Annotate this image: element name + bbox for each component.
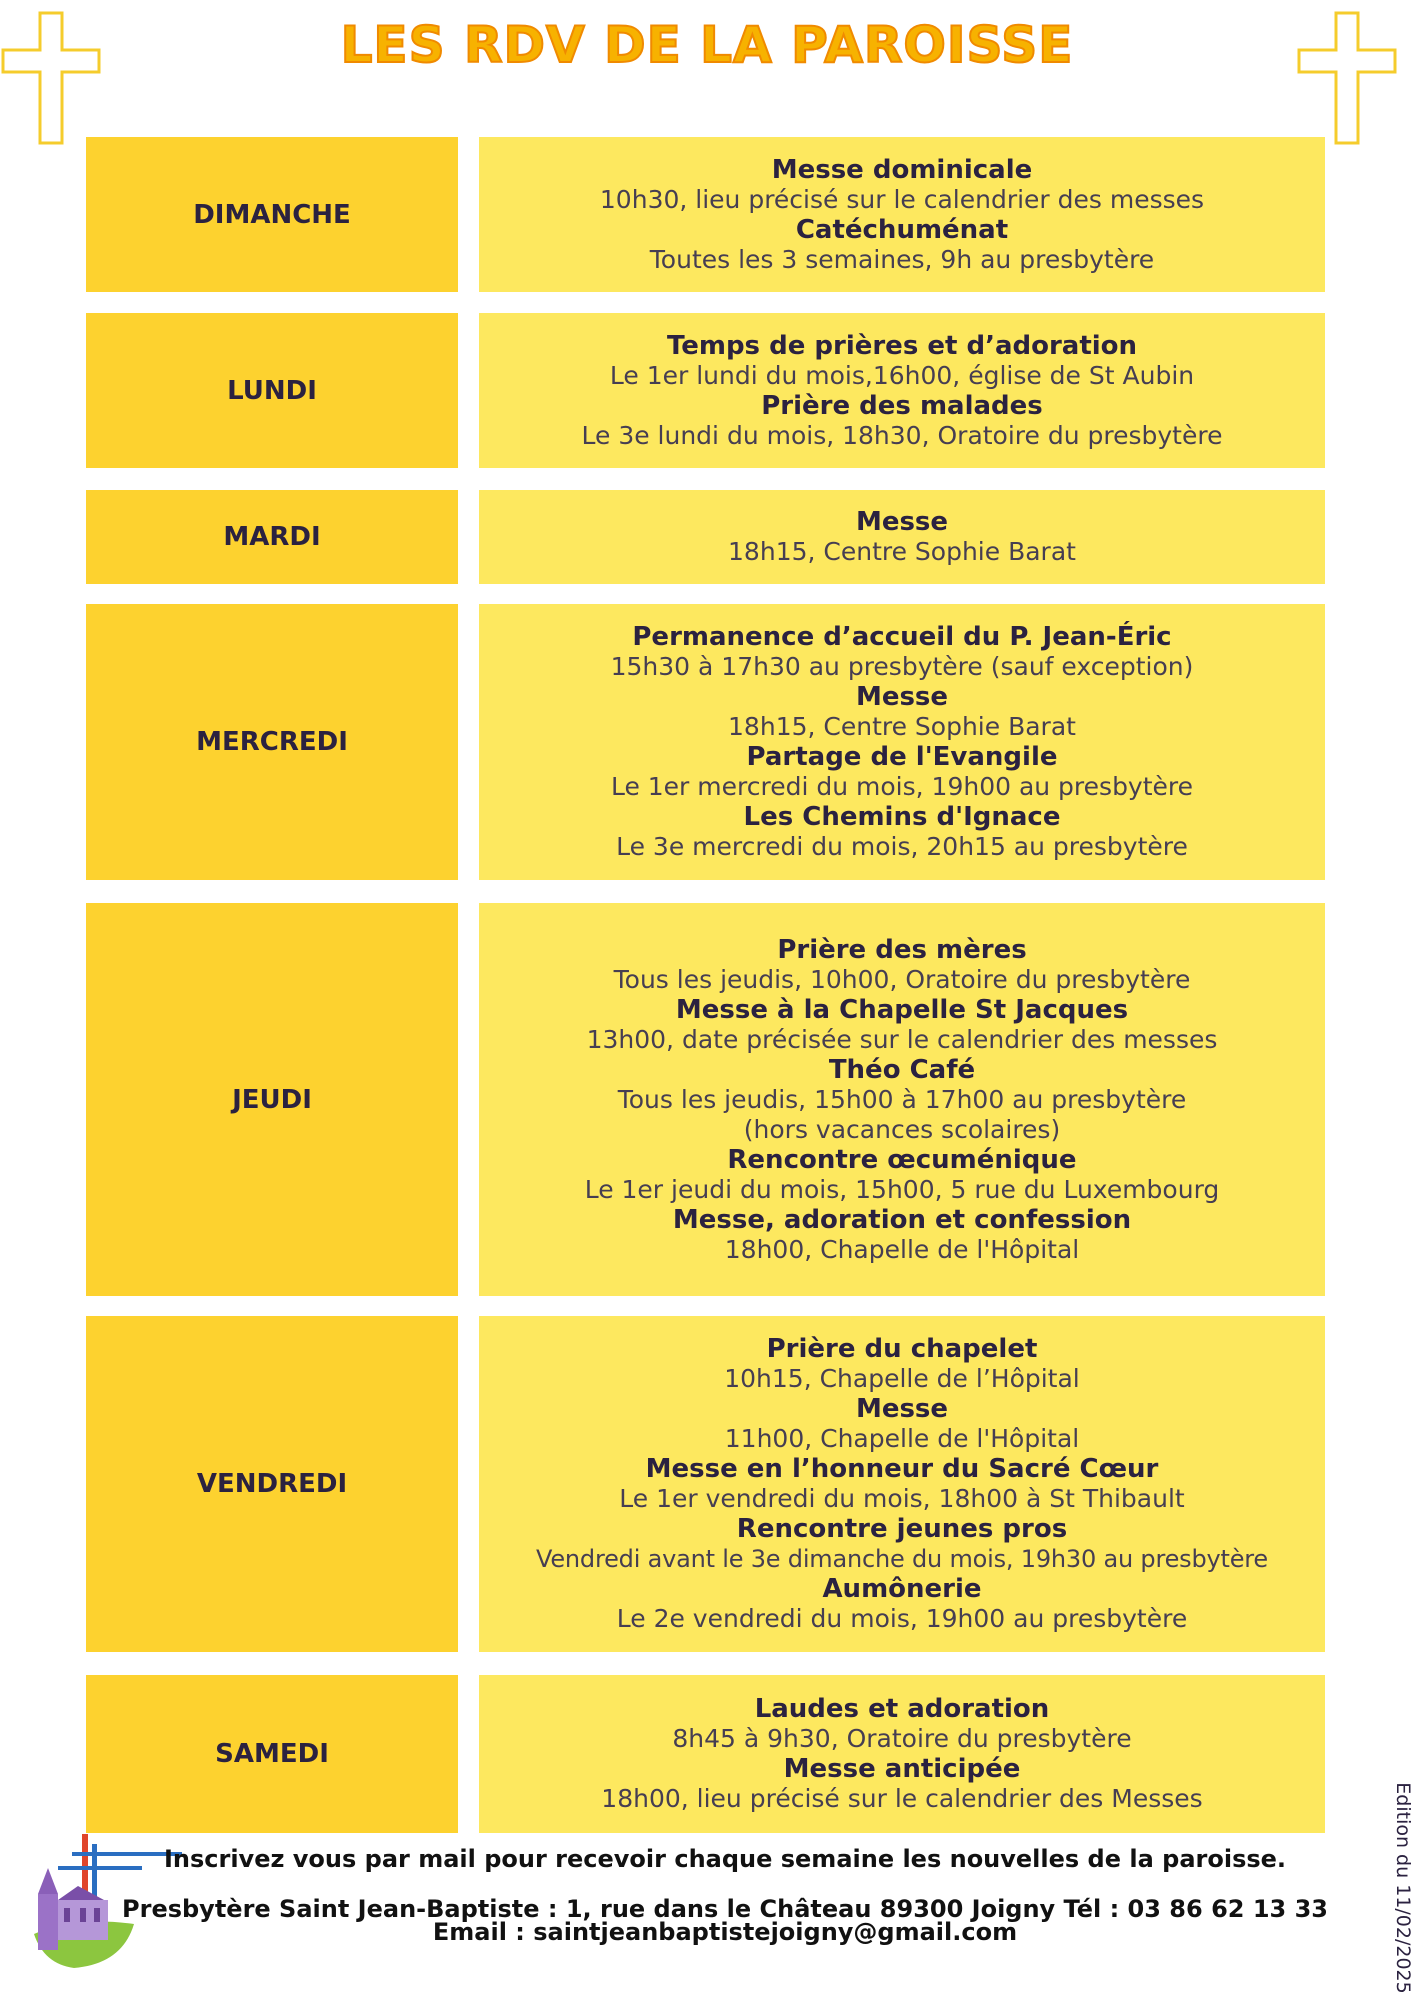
event-detail: Le 3e mercredi du mois, 20h15 au presbytère: [616, 832, 1188, 861]
event-title: Messe en l’honneur du Sacré Cœur: [645, 1454, 1159, 1484]
day-label: JEUDI: [86, 903, 458, 1296]
day-events: [479, 903, 1325, 1296]
day-row-jeudi: [86, 903, 1325, 1296]
event-detail: (hors vacances scolaires): [743, 1114, 1061, 1144]
email-text: Email : saintjeanbaptistejoigny@gmail.com: [432, 1918, 1018, 1946]
event-title: Permanence d’accueil du P. Jean-Éric: [632, 622, 1172, 652]
day-events: [479, 604, 1325, 880]
event-title: Prière des malades: [761, 390, 1043, 421]
day-events: [479, 1316, 1325, 1652]
day-row-vendredi: [86, 1316, 1325, 1652]
event-title: Messe: [855, 507, 949, 537]
day-row-samedi: [86, 1675, 1325, 1833]
event-title: Les Chemins d'Ignace: [743, 802, 1061, 832]
event-detail: 10h30, lieu précisé sur le calendrier des messes: [599, 184, 1205, 214]
event-detail: 18h15, Centre Sophie Barat: [728, 537, 1076, 566]
event-title: Messe, adoration et confession: [672, 1204, 1132, 1235]
event-detail: Tous les jeudis, 10h00, Oratoire du presbytère: [613, 964, 1191, 994]
day-row-mardi: [86, 490, 1325, 584]
day-label: MARDI: [86, 490, 458, 584]
event-title: Messe anticipée: [783, 1754, 1021, 1784]
edition-date-text: Edition du 11/02/2025: [1392, 1782, 1414, 1994]
day-events: [479, 137, 1325, 292]
event-detail: 10h15, Chapelle de l’Hôpital: [724, 1364, 1080, 1393]
edition-date: [1388, 1776, 1414, 2000]
day-row-lundi: [86, 313, 1325, 468]
event-detail: 13h00, date précisée sur le calendrier des messes: [586, 1024, 1218, 1054]
day-row-mercredi: [86, 604, 1325, 880]
day-events: [479, 490, 1325, 584]
day-events: [479, 313, 1325, 468]
day-label: SAMEDI: [86, 1675, 458, 1833]
event-title: Messe: [855, 682, 949, 712]
day-label: VENDREDI: [86, 1316, 458, 1652]
page-title: LES RDV DE LA PAROISSE: [340, 16, 1074, 74]
subscribe-text: Inscrivez vous par mail pour recevoir chaque semaine les nouvelles de la paroisse.: [163, 1845, 1287, 1873]
day-events: [479, 1675, 1325, 1833]
event-title: Messe à la Chapelle St Jacques: [675, 994, 1129, 1025]
event-detail: 15h30 à 17h30 au presbytère (sauf exception): [610, 652, 1194, 681]
event-detail: 18h15, Centre Sophie Barat: [728, 712, 1076, 741]
day-row-dimanche: [86, 137, 1325, 292]
event-title: Messe: [855, 1394, 949, 1424]
event-detail: 18h00, Chapelle de l'Hôpital: [724, 1234, 1080, 1264]
day-label: MERCREDI: [86, 604, 458, 880]
event-title: Prière du chapelet: [766, 1334, 1038, 1364]
address-text: Presbytère Saint Jean-Baptiste : 1, rue dans le Château 89300 Joigny Tél : 03 86 62 13 33: [122, 1895, 1328, 1923]
day-label: DIMANCHE: [86, 137, 458, 292]
event-detail: Toutes les 3 semaines, 9h au presbytère: [649, 244, 1155, 274]
event-detail: Le 1er jeudi du mois, 15h00, 5 rue du Luxembourg: [584, 1174, 1220, 1204]
event-title: Prière des mères: [777, 934, 1027, 965]
event-detail: Le 1er lundi du mois,16h00, église de St Aubin: [609, 360, 1195, 390]
event-title: Catéchuménat: [795, 214, 1009, 245]
event-detail: Le 1er vendredi du mois, 18h00 à St Thibault: [619, 1484, 1185, 1513]
event-title: Temps de prières et d’adoration: [666, 330, 1138, 361]
event-title: Messe dominicale: [771, 154, 1033, 185]
event-detail: Tous les jeudis, 15h00 à 17h00 au presbytère: [617, 1084, 1187, 1114]
event-detail: Vendredi avant le 3e dimanche du mois, 19h30 au presbytère: [536, 1545, 1268, 1573]
day-label: LUNDI: [86, 313, 458, 468]
event-detail: Le 3e lundi du mois, 18h30, Oratoire du presbytère: [581, 420, 1223, 450]
event-title: Laudes et adoration: [754, 1694, 1050, 1724]
event-title: Théo Café: [828, 1054, 976, 1085]
event-title: Partage de l'Evangile: [746, 742, 1058, 772]
event-title: Rencontre œcuménique: [727, 1144, 1077, 1175]
event-title: Aumônerie: [822, 1574, 982, 1604]
event-detail: Le 2e vendredi du mois, 19h00 au presbytère: [616, 1604, 1188, 1633]
event-title: Rencontre jeunes pros: [736, 1514, 1068, 1544]
event-detail: 11h00, Chapelle de l'Hôpital: [724, 1424, 1080, 1453]
event-detail: 18h00, lieu précisé sur le calendrier des Messes: [601, 1784, 1203, 1813]
event-detail: Le 1er mercredi du mois, 19h00 au presbytère: [610, 772, 1194, 801]
event-detail: 8h45 à 9h30, Oratoire du presbytère: [672, 1724, 1132, 1753]
